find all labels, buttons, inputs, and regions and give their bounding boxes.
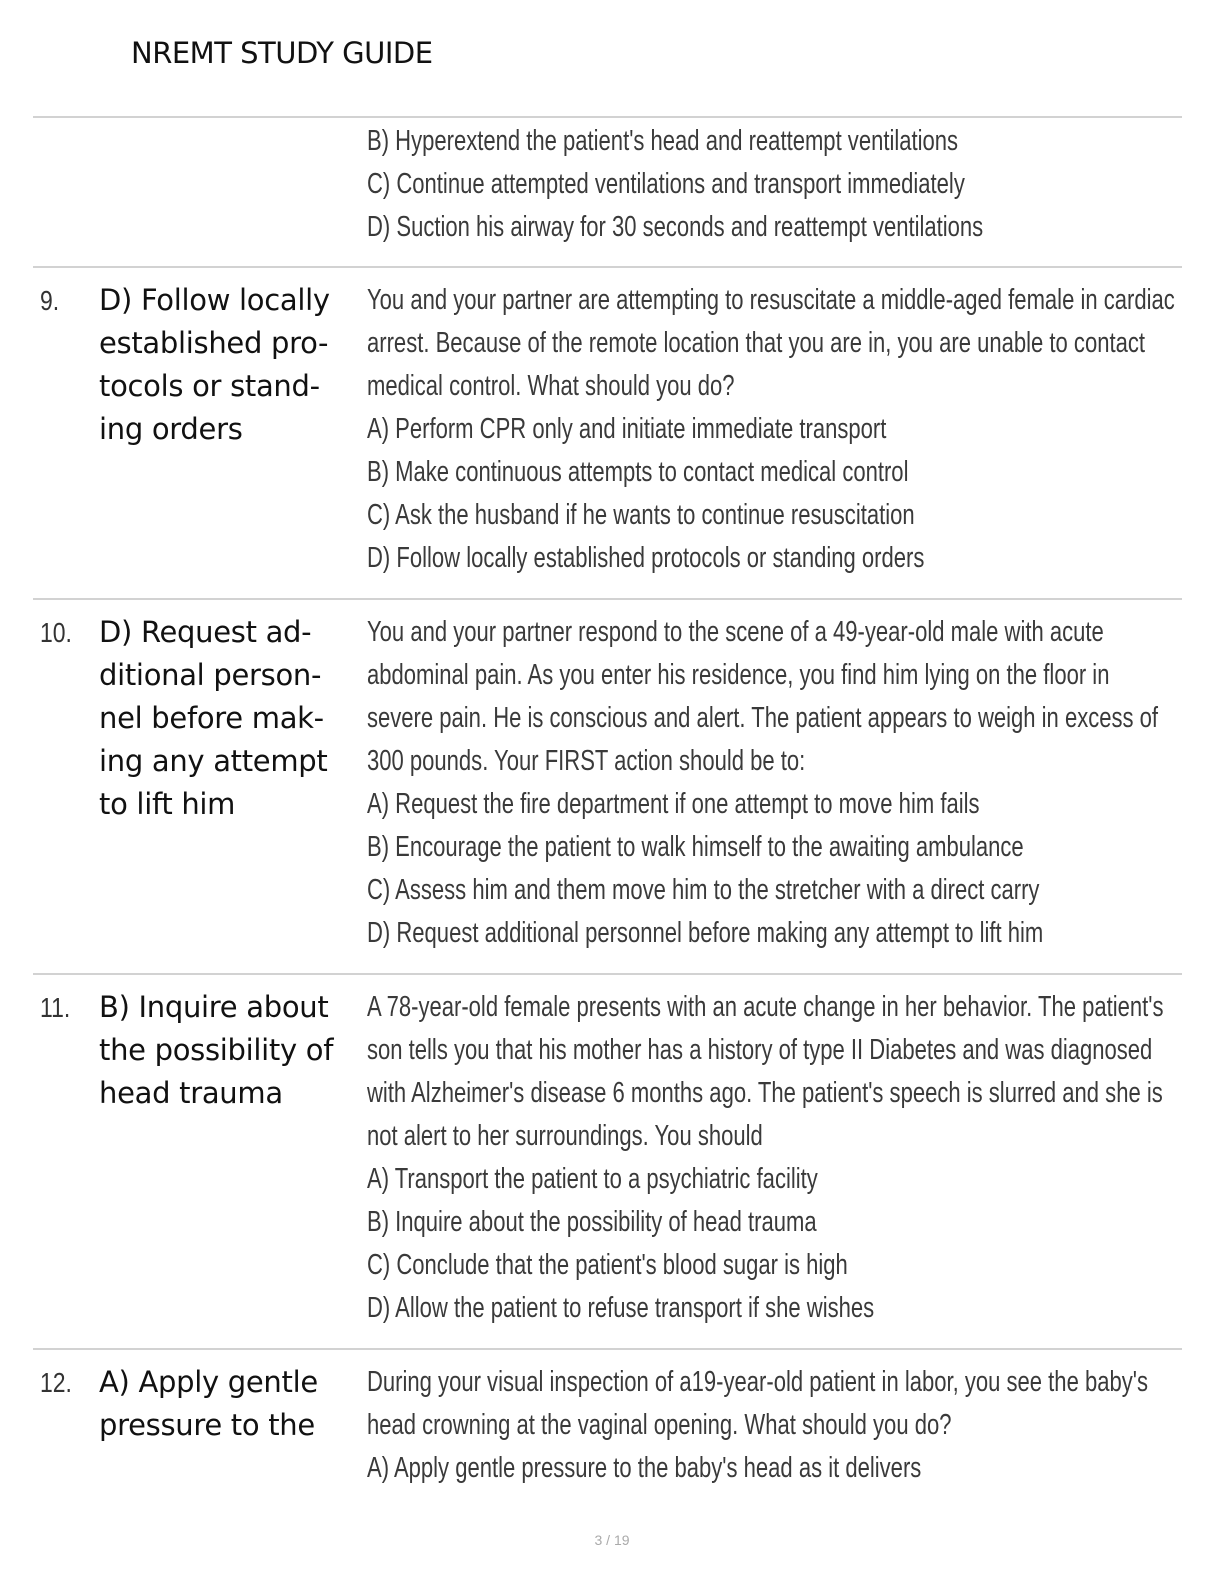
question-number: 9.: [40, 285, 60, 316]
answer-line: nel before mak-: [99, 701, 324, 735]
answer-text: [99, 611, 349, 826]
question-line: You and your partner are attempting to resuscitate a middle-aged female in cardiac: [367, 284, 1175, 316]
question-line: During your visual inspection of a19-year-old patient in labor, you see the baby's: [367, 1366, 1148, 1398]
answer-line: B) Inquire about: [99, 990, 329, 1024]
question-line: C) Ask the husband if he wants to continue resuscitation: [367, 499, 915, 531]
answer-line: to lift him: [99, 787, 236, 821]
divider: [33, 1348, 1182, 1350]
question-number: 11.: [40, 992, 71, 1023]
question-line: B) Encourage the patient to walk himself to the awaiting ambulance: [367, 831, 1024, 863]
question-line: A) Transport the patient to a psychiatric facility: [367, 1163, 818, 1195]
question-line: A) Perform CPR only and initiate immediate transport: [367, 413, 887, 445]
question-text: [367, 611, 1224, 955]
question-line: with Alzheimer's disease 6 months ago. The patient's speech is slurred and she is: [367, 1077, 1163, 1109]
question-line: C) Conclude that the patient's blood sugar is high: [367, 1249, 848, 1281]
question-line: D) Follow locally established protocols or standing orders: [367, 542, 925, 574]
question-line: son tells you that his mother has a history of type II Diabetes and was diagnosed: [367, 1034, 1153, 1066]
question-line: D) Request additional personnel before making any attempt to lift him: [367, 917, 1044, 949]
question-number: 12.: [40, 1367, 72, 1398]
question-line: not alert to her surroundings. You should: [367, 1120, 763, 1152]
question-line: abdominal pain. As you enter his residence, you find him lying on the floor in: [367, 659, 1110, 691]
answer-line: ditional person-: [99, 658, 322, 692]
answer-line: head trauma: [99, 1076, 283, 1110]
question-text: [367, 986, 1224, 1330]
question-line: C) Assess him and them move him to the stretcher with a direct carry: [367, 874, 1040, 906]
divider: [33, 973, 1182, 975]
question-line: head crowning at the vaginal opening. What should you do?: [367, 1409, 952, 1441]
question-line: A) Request the fire department if one attempt to move him fails: [367, 788, 980, 820]
question-number: 10.: [40, 617, 72, 648]
question-line: severe pain. He is conscious and alert. The patient appears to weigh in excess of: [367, 702, 1159, 734]
question-line: D) Suction his airway for 30 seconds and reattempt ventilations: [367, 211, 984, 243]
answer-text: [99, 279, 349, 451]
question-line: C) Continue attempted ventilations and transport immediately: [367, 168, 965, 200]
answer-line: A) Apply gentle: [99, 1365, 318, 1399]
answer-line: tocols or stand-: [99, 369, 320, 403]
question-text: [367, 1361, 1224, 1490]
answer-text: [99, 1361, 349, 1447]
question-line: B) Hyperextend the patient's head and reattempt ventilations: [367, 125, 959, 157]
answer-line: ing any attempt: [99, 744, 328, 778]
answer-line: D) Follow locally: [99, 283, 330, 317]
question-line: B) Inquire about the possibility of head trauma: [367, 1206, 817, 1238]
answer-text: [99, 986, 349, 1115]
answer-line: pressure to the: [99, 1408, 315, 1442]
question-line: D) Allow the patient to refuse transport if she wishes: [367, 1292, 875, 1324]
divider: [33, 116, 1182, 118]
answer-line: the possibility of: [99, 1033, 334, 1067]
document-title: NREMT STUDY GUIDE: [131, 36, 433, 70]
question-line: arrest. Because of the remote location that you are in, you are unable to contact: [367, 327, 1145, 359]
question-line: 300 pounds. Your FIRST action should be to:: [367, 745, 806, 777]
question-line: medical control. What should you do?: [367, 370, 735, 402]
divider: [33, 598, 1182, 600]
page-number: 3 / 19: [594, 1532, 630, 1548]
question-text: [367, 120, 1178, 249]
question-line: You and your partner respond to the scene of a 49-year-old male with acute: [367, 616, 1104, 648]
answer-line: D) Request ad-: [99, 615, 312, 649]
question-line: A) Apply gentle pressure to the baby's head as it delivers: [367, 1452, 922, 1484]
question-line: B) Make continuous attempts to contact medical control: [367, 456, 909, 488]
divider: [33, 266, 1182, 268]
question-line: A 78-year-old female presents with an acute change in her behavior. The patient's: [367, 991, 1164, 1023]
answer-line: established pro-: [99, 326, 329, 360]
question-text: [367, 279, 1224, 580]
answer-line: ing orders: [99, 412, 243, 446]
